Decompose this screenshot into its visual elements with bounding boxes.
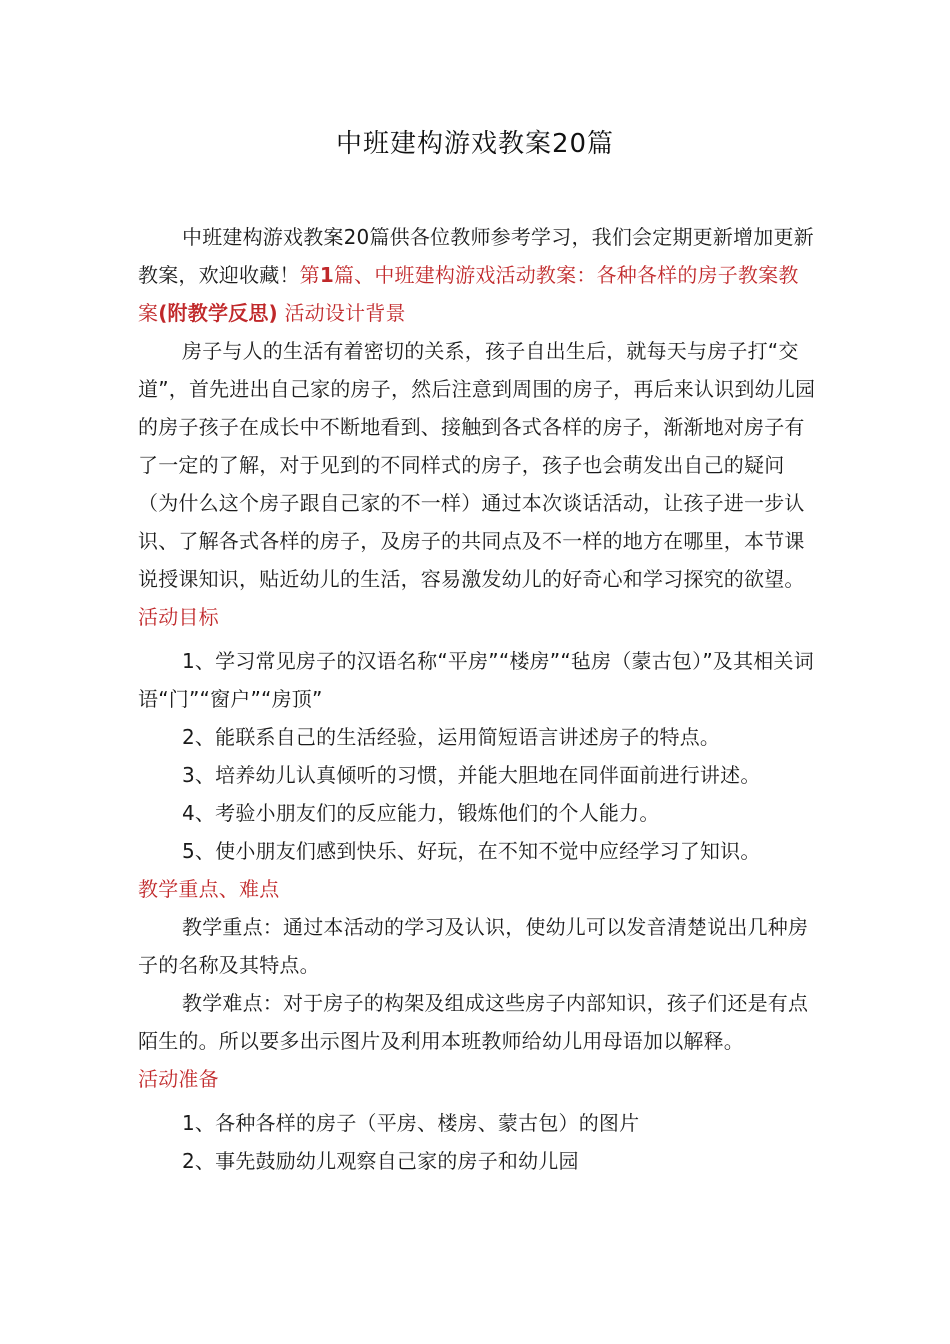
intro-red-prefix: 第 — [299, 263, 320, 287]
keypoint-difficulty: 教学难点：对于房子的构架及组成这些房子内部知识，孩子们还是有点陌生的。所以要多出示图片及利用本班教师给幼儿用母语加以解释。 — [138, 991, 809, 1053]
goal-item-1: 1、学习常见房子的汉语名称“平房”“楼房”“毡房（蒙古包）”及其相关词语“门”“窗户”“房顶” — [138, 649, 814, 711]
prep-item-2: 2、事先鼓励幼儿观察自己家的房子和幼儿园 — [182, 1149, 579, 1173]
goal-item-2: 2、能联系自己的生活经验，运用简短语言讲述房子的特点。 — [182, 725, 721, 749]
keypoint-focus: 教学重点：通过本活动的学习及认识，使幼儿可以发音清楚说出几种房子的名称及其特点。 — [138, 915, 809, 977]
intro-red-number: 1 — [319, 263, 334, 287]
document-body — [138, 218, 818, 1180]
goals-heading: 活动目标 — [138, 605, 219, 629]
intro-red-heading: 活动设计背景 — [277, 301, 406, 325]
goal-item-5: 5、使小朋友们感到快乐、好玩，在不知不觉中应经学习了知识。 — [182, 839, 761, 863]
goal-item-4: 4、考验小朋友们的反应能力，锻炼他们的个人能力。 — [182, 801, 660, 825]
intro-red-paren: (附教学反思) — [158, 301, 278, 325]
intro-text: 中班建构游戏教案20篇供各位教师参考学习，我们会定期更新增加更新教案，欢迎收藏！ — [138, 225, 814, 287]
background-paragraph: 房子与人的生活有着密切的关系，孩子自出生后，就每天与房子打“交道”，首先进出自己家的房子，然后注意到周围的房子，再后来认识到幼儿园的房子孩子在成长中不断地看到、接触到各式各样的房子，渐渐地对房子有了一定的了解，对于见到的不同样式的房子，孩子也会萌发出自己的疑问（为什么这个房子跟自己家的不一样）通过本次谈话活动，让孩子进一步认识、了解各式各样的房子，及房子的共同点及不一样的地方在哪里，本节课说授课知识，贴近幼儿的生活，容易激发幼儿的好奇心和学习探究的欲望。 — [138, 339, 816, 591]
prep-heading: 活动准备 — [138, 1067, 219, 1091]
prep-item-1: 1、各种各样的房子（平房、楼房、蒙古包）的图片 — [182, 1111, 640, 1135]
intro-paragraph — [138, 218, 818, 332]
intro-red-title: 篇、中班建构游戏活动教案：各种各样的房子教案教案 — [138, 263, 799, 325]
goal-item-3: 3、培养幼儿认真倾听的习惯，并能大胆地在同伴面前进行讲述。 — [182, 763, 761, 787]
document-title: 中班建构游戏教案20篇 — [335, 129, 615, 159]
keypoints-heading: 教学重点、难点 — [138, 877, 280, 901]
